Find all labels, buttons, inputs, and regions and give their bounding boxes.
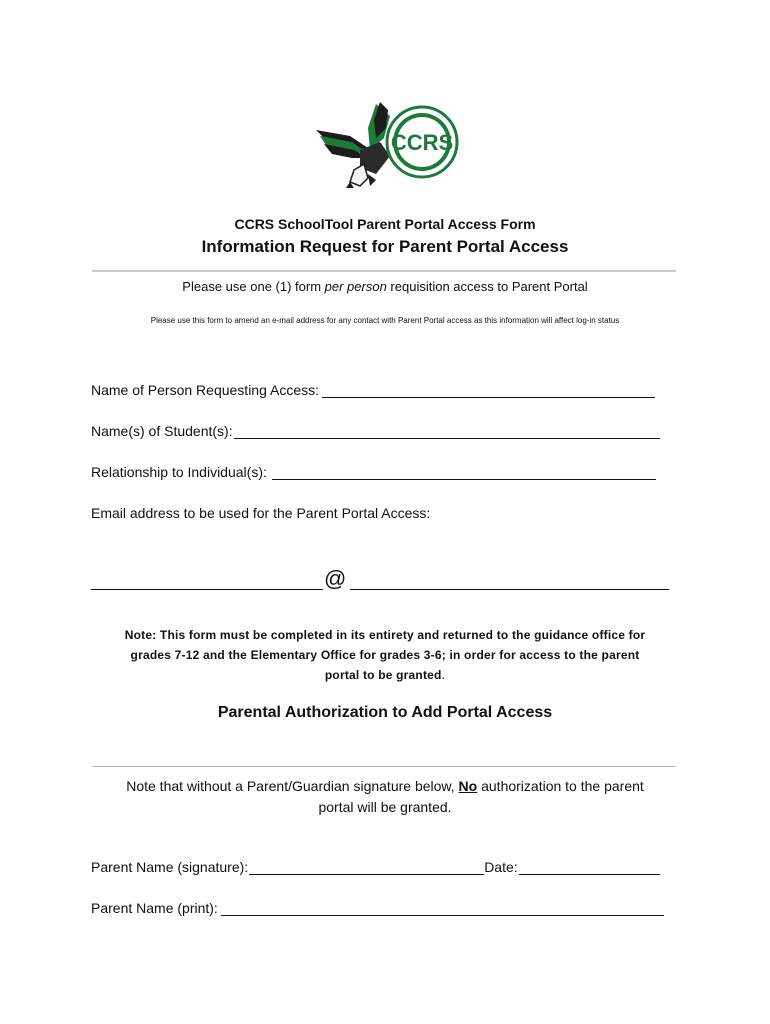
requester-field (91, 382, 655, 398)
instruction-start: Please use one (1) form (182, 279, 325, 294)
relationship-input-line[interactable] (272, 465, 656, 480)
students-field (91, 423, 660, 439)
seal-text: CCRS (390, 130, 454, 155)
instruction-text (0, 279, 770, 294)
students-label: Name(s) of Student(s): (91, 423, 233, 439)
date-input-line[interactable] (519, 860, 660, 875)
note-line-1: Note: This form must be completed in its entirety and returned to the guidance office for (124, 628, 646, 642)
instruction-end: requisition access to Parent Portal (386, 279, 588, 294)
amend-note: Please use this form to amend an e-mail address for any contact with Parent Portal access as this information will affect log-in status (150, 316, 620, 325)
divider (92, 766, 676, 767)
parent-print-field (91, 900, 664, 916)
note-period: . (441, 668, 446, 682)
form-title: CCRS SchoolTool Parent Portal Access Form (234, 216, 536, 232)
email-user-line[interactable] (91, 589, 323, 590)
parent-print-line[interactable] (221, 901, 664, 916)
divider (92, 270, 676, 272)
relationship-label: Relationship to Individual(s): (91, 464, 267, 480)
students-input-line[interactable] (234, 424, 660, 439)
school-logo (310, 98, 460, 192)
email-input-row (91, 566, 671, 592)
email-domain-line[interactable] (350, 589, 669, 590)
date-label: Date: (484, 859, 518, 875)
note-line-2: grades 7-12 and the Elementary Office for grades 3-6; in order for access to the parent (130, 648, 640, 662)
authorization-line-2: portal will be granted. (318, 799, 452, 815)
auth-text-start: Note that without a Parent/Guardian signature below, (126, 778, 459, 794)
email-label: Email address to be used for the Parent Portal Access: (91, 505, 431, 521)
eagle-icon (316, 102, 390, 188)
authorization-title: Parental Authorization to Add Portal Access (217, 704, 553, 721)
note-line-3 (0, 665, 770, 685)
page-title: Information Request for Parent Portal Access (201, 237, 569, 256)
submission-note (0, 625, 770, 685)
auth-text-end: authorization to the parent (477, 778, 644, 794)
authorization-line-1 (0, 776, 770, 797)
authorization-note (0, 776, 770, 818)
ccrs-seal-icon (387, 107, 457, 177)
auth-no-emphasis: No (458, 778, 478, 794)
parent-signature-field (91, 859, 660, 875)
parent-signature-line[interactable] (249, 860, 484, 875)
at-symbol: @ (324, 566, 347, 591)
note-line-3-text: portal to be granted (324, 668, 442, 682)
instruction-emphasis: per person (324, 279, 387, 294)
requester-label: Name of Person Requesting Access: (91, 382, 320, 398)
parent-signature-label: Parent Name (signature): (91, 859, 249, 875)
email-field (91, 505, 430, 521)
parent-print-label: Parent Name (print): (91, 900, 218, 916)
requester-input-line[interactable] (322, 383, 655, 398)
relationship-field (91, 464, 656, 480)
